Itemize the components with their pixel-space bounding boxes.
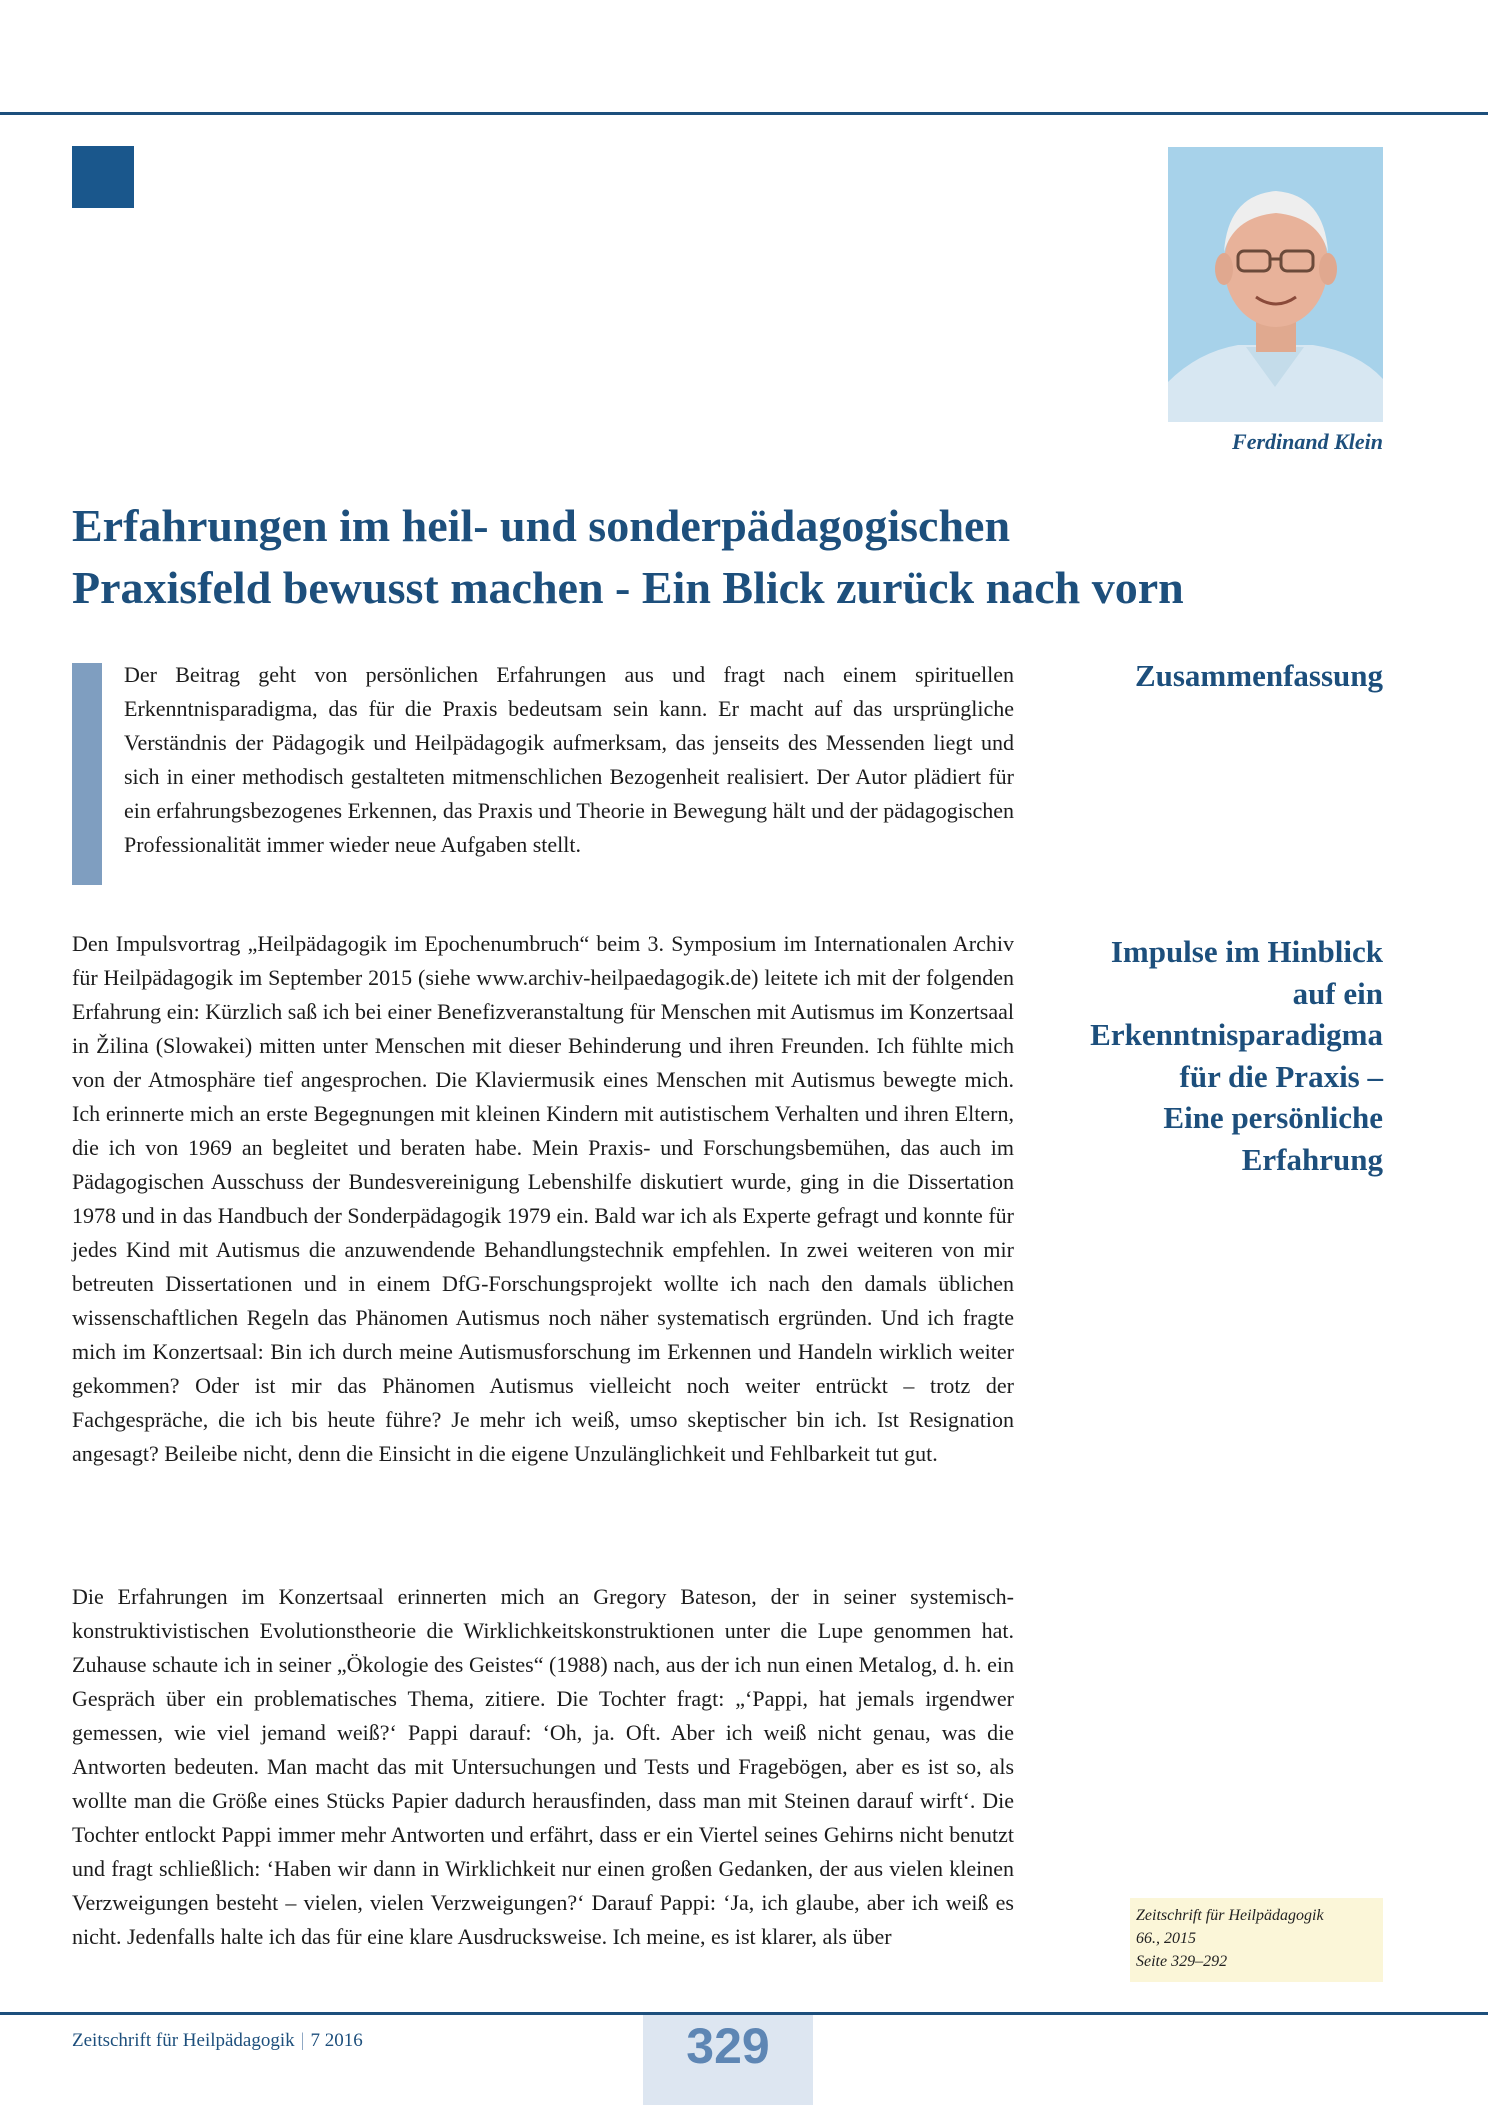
section-heading-line: auf ein [1292,975,1383,1011]
author-photo [1168,147,1383,422]
section-heading [1063,931,1383,1180]
corner-square [72,146,134,208]
citation-volume: 66., 2015 [1136,1930,1196,1947]
footer-separator: | [300,2030,305,2051]
body-paragraph: Die Erfahrungen im Konzertsaal erinnerten mich an Gregory Bateson, der in seiner systemisch-konstruktivistischen Evolutionstheorie die Wirklichkeitskonstruktionen unter die Lupe genommen hat. Zuhause schaute ich in seiner „Ökologie des Geistes“ (1988) nach, aus der ich nun einen Metalog, d. h. ein Gespräch über ein problematisches Thema, zitiere. Die Tochter fragt: „‘Pappi, hat jemals irgendwer gemessen, wie viel jemand weiß?‘ Pappi darauf: ‘Oh, ja. Oft. Aber ich weiß nicht genau, was die Antworten bedeuten. Man macht das mit Untersuchungen und Tests und Fragebögen, aber es ist so, als wollte man die Größe eines Stücks Papier dadurch herausfinden, dass man mit Steinen darauf wirft‘. Die Tochter entlockt Pappi immer mehr Antworten und erfährt, dass er ein Viertel seines Gehirns nicht benutzt und fragt schließlich: ‘Haben wir dann in Wirklichkeit nur einen großen Gedanken, der aus vielen kleinen Verzweigungen besteht – vielen, vielen Verzweigungen?‘ Darauf Pappi: ‘Ja, ich glaube, aber ich weiß es nicht. Jedenfalls halte ich das für eine klare Ausdrucksweise. Ich meine, es ist klarer, als über [72,1584,1014,1949]
section-heading-line: Erfahrung [1241,1141,1383,1177]
footer-issue: 7 2016 [310,2030,363,2051]
body-paragraph: Den Impulsvortrag „Heilpädagogik im Epochenumbruch“ beim 3. Symposium im Internationalen Archiv für Heilpädagogik im September 2015 (siehe www.archiv-heilpaedagogik.de) leitete ich mit der folgenden Erfahrung ein: Kürzlich saß ich bei einer Benefizveranstaltung für Menschen mit Autismus im Konzertsaal in Žilina (Slowakei) mitten unter Menschen mit dieser Behinderung und ihren Freunden. Ich fühlte mich von der Atmosphäre tief angesprochen. Die Klaviermusik eines Menschen mit Autismus bewegte mich. Ich erinnerte mich an erste Begegnungen mit kleinen Kindern mit autistischem Verhalten und ihren Eltern, die ich von 1969 an begleitet und beraten habe. Mein Praxis- und Forschungsbemühen, das auch im Pädagogischen Ausschuss der Bundesvereinigung Lebenshilfe diskutiert wurde, ging in die Dissertation 1978 und in das Handbuch der Sonderpädagogik 1979 ein. Bald war ich als Experte gefragt und konnte für jedes Kind mit Autismus die anzuwendende Behandlungstechnik empfehlen. In zwei weiteren von mir betreuten Dissertationen und in einem DfG-Forschungsprojekt wollte ich nach den damals üblichen wissenschaftlichen Regeln das Phänomen Autismus noch näher systematisch ergründen. Und ich fragte mich im Konzertsaal: Bin ich durch meine Autismusforschung im Erkennen und Handeln wirklich weiter gekommen? Oder ist mir das Phänomen Autismus vielleicht noch weiter entrückt – trotz der Fachgespräche, die ich bis heute führe? Je mehr ich weiß, umso skeptischer bin ich. Ist Resignation angesagt? Beileibe nicht, denn die Einsicht in die eigene Unzulänglichkeit und Fehlbarkeit tut gut. [72,931,1014,1466]
citation-box [1130,1898,1383,1982]
abstract-bar [72,663,102,885]
section-heading-line: Erkenntnisparadigma [1090,1017,1383,1052]
top-rule [0,112,1488,115]
title-line: Praxisfeld bewusst machen - Ein Blick zurück nach vorn [72,562,1184,613]
citation-journal: Zeitschrift für Heilpädagogik [1136,1907,1324,1924]
page-number: 329 [686,2018,770,2074]
abstract-text: Der Beitrag geht von persönlichen Erfahrungen aus und fragt nach einem spirituellen Erkenntnisparadigma, das für die Praxis bedeutsam sein kann. Er macht auf das ursprüngliche Verständnis der Pädagogik und Heilpädagogik aufmerksam, das jenseits des Messenden liegt und sich in einer methodisch gestalteten mitmenschlichen Bezogenheit realisiert. Der Autor plädiert für ein erfahrungsbezogenes Erkennen, das Praxis und Theorie in Bewegung hält und der pädagogischen Professionalität immer wieder neue Aufgaben stellt. [124,662,1014,857]
author-name: Ferdinand Klein [1232,429,1383,454]
section-heading-line: für die Praxis – [1179,1058,1383,1094]
abstract-heading: Zusammenfassung [1134,658,1383,693]
section-heading-line: Impulse im Hinblick [1110,934,1383,969]
article-title [72,495,1392,619]
footer-journal: Zeitschrift für Heilpädagogik [72,2030,295,2051]
footer-journal-info [72,2030,363,2052]
citation-pages: Seite 329–292 [1136,1953,1228,1970]
section-heading-line: Eine persönliche [1163,1100,1383,1135]
title-line: Erfahrungen im heil- und sonderpädagogischen [72,500,1011,551]
